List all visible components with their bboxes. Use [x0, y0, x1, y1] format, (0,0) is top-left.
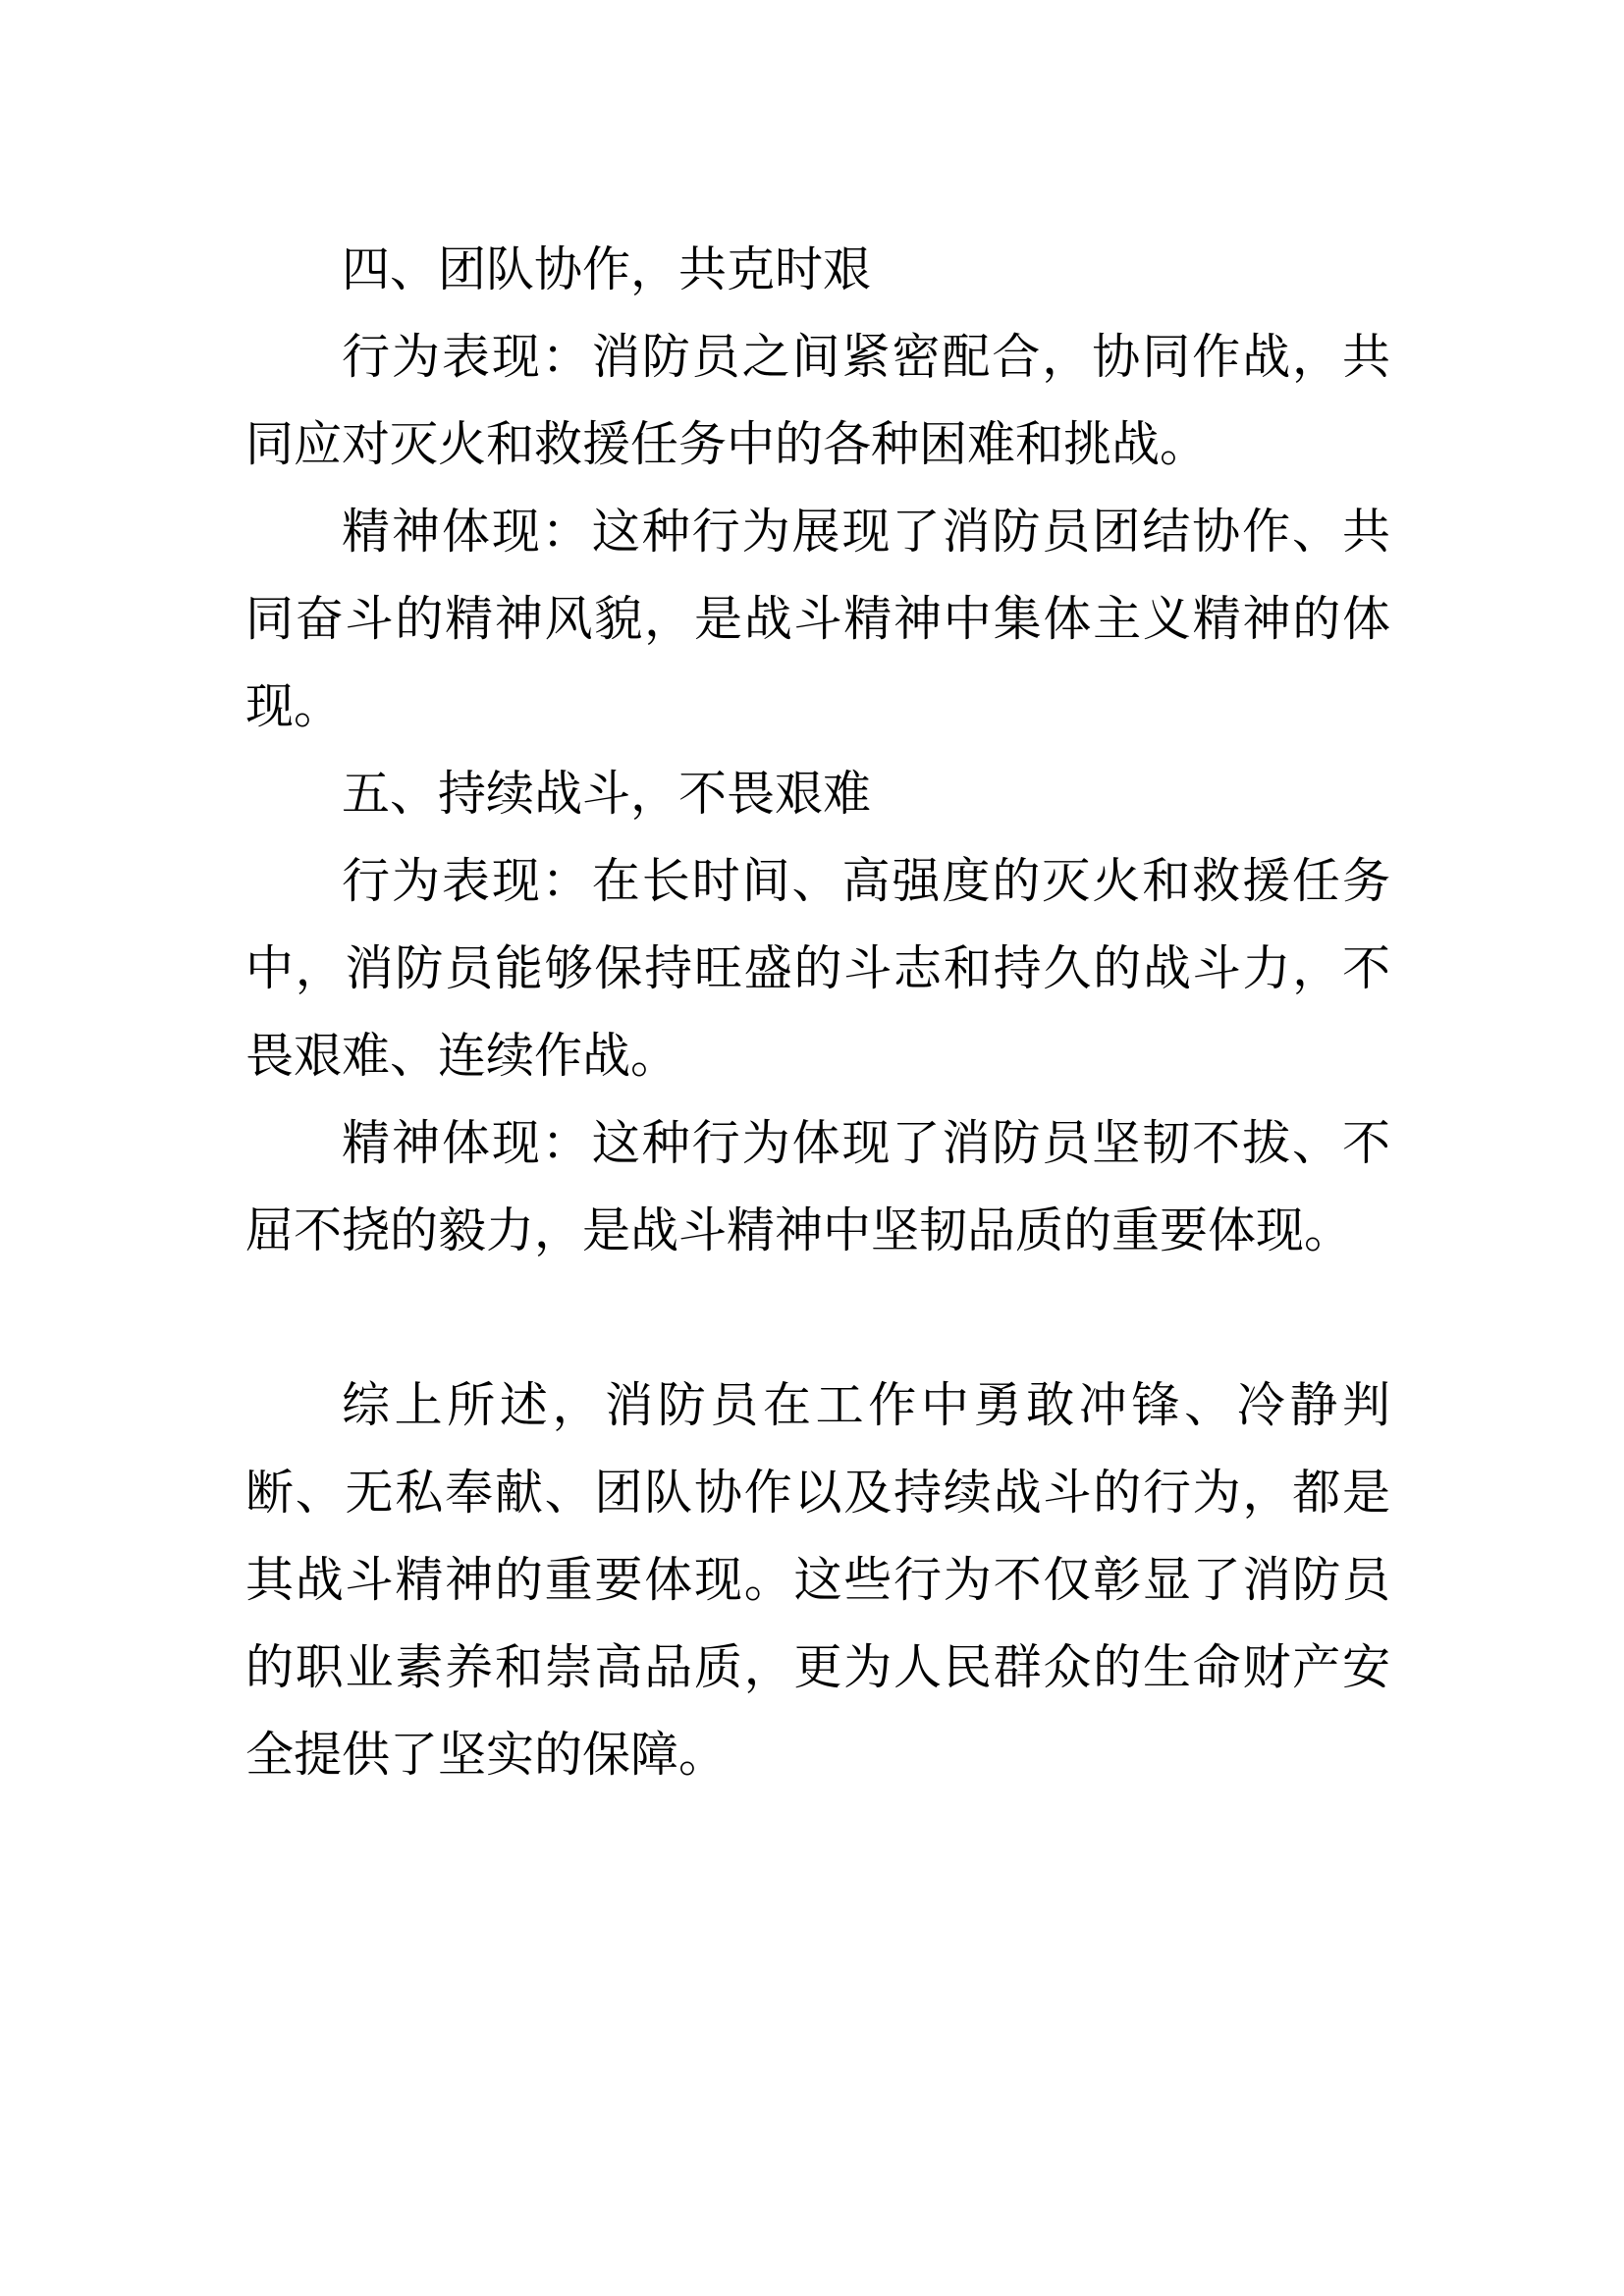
section-5-behavior: 行为表现：在长时间、高强度的灭火和救援任务中，消防员能够保持旺盛的斗志和持久的战斗力，不畏艰难、连续作战。	[245, 853, 1390, 1084]
summary-paragraph: 综上所述，消防员在工作中勇敢冲锋、冷静判断、无私奉献、团队协作以及持续战斗的行为，都是其战斗精神的重要体现。这些行为不仅彰显了消防员的职业素养和崇高品质，更为人民群众的生命财产安全提供了坚实的保障。	[245, 1377, 1390, 1783]
paragraph-spacer	[245, 1274, 1390, 1362]
section-heading-5: 五、持续战斗，不畏艰难	[342, 766, 872, 822]
section-4-spirit: 精神体现：这种行为展现了消防员团结协作、共同奋斗的精神风貌，是战斗精神中集体主义精神的体现。	[245, 504, 1390, 734]
document-body	[245, 226, 1390, 1798]
section-4-behavior: 行为表现：消防员之间紧密配合，协同作战，共同应对灭火和救援任务中的各种困难和挑战。	[245, 329, 1390, 472]
section-heading-4: 四、团队协作，共克时艰	[342, 241, 872, 297]
section-5-spirit: 精神体现：这种行为体现了消防员坚韧不拔、不屈不挠的毅力，是战斗精神中坚韧品质的重要体现。	[245, 1115, 1390, 1258]
